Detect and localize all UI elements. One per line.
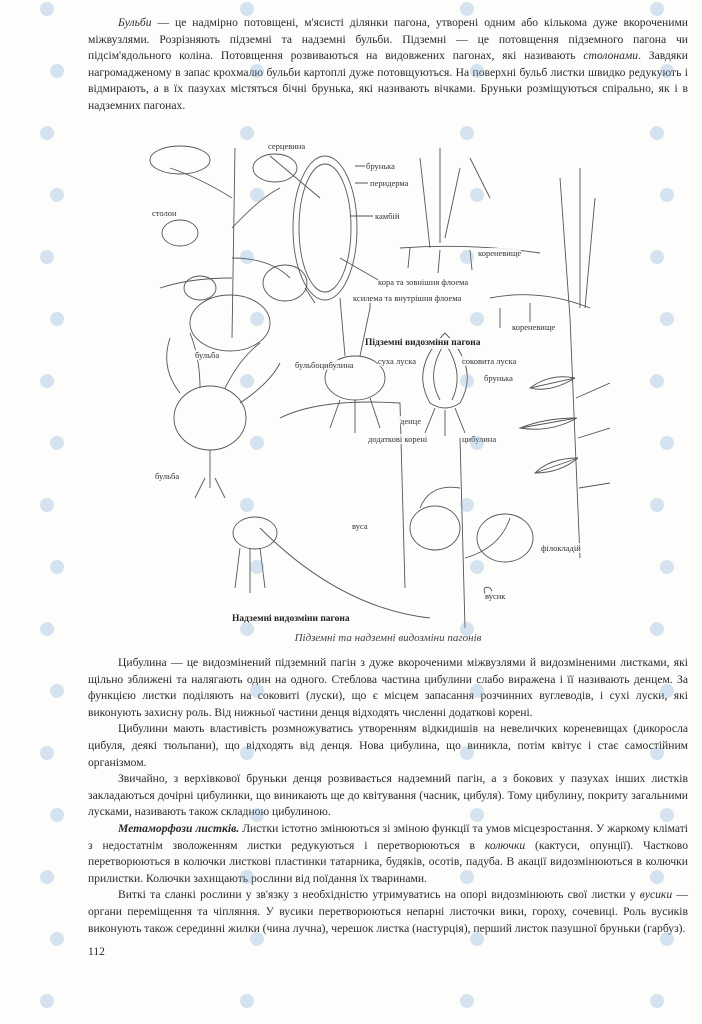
watermark-logo-icon bbox=[40, 870, 54, 889]
watermark-logo-icon bbox=[40, 994, 54, 1013]
paragraph-text: Виткі та сланкі рослини у зв'язку з необхідністю утримуватись на опорі видозмінюють свої листки у bbox=[118, 888, 640, 902]
label-brunka: брунька bbox=[484, 373, 513, 383]
watermark-logo-icon bbox=[50, 932, 64, 951]
label-vusa: вуса bbox=[352, 521, 368, 531]
term-metamorphoses: Метаморфози листків. bbox=[118, 821, 240, 835]
label-dodatkovi-koreni: додаткові корені bbox=[368, 434, 428, 444]
paragraph-text: Листки істотно змінюються зі зміною функції та умов місцезростання. У жаркому кліматі з недостатнім зволоженням листки редукуються і перетворюються в bbox=[88, 821, 688, 852]
onion-scales bbox=[425, 343, 465, 436]
paragraph: Цибулини мають властивість розмножуватись утворенням відкидишів на невеличких кореневищах (дикоросла цибуля, деякі тюльпани), що відходять від денця. Нова цибулина, що виникла, потім квітує і стає самостійним організмом. bbox=[88, 722, 688, 769]
potato-tuber bbox=[190, 295, 270, 351]
potato-stem bbox=[160, 148, 290, 338]
term-bulby: Бульби bbox=[118, 16, 152, 29]
watermark-logo-icon bbox=[240, 994, 254, 1013]
phylloclade-leaves bbox=[520, 377, 578, 473]
watermark-logo-icon bbox=[40, 746, 54, 765]
paragraph-text: . Завдяки нагромадженому в запас крохмалю бульби картоплі дуже потовщуються. На поверхні бульб листки швидко редукують і відмирають, а в їх пазухах містяться бічні брунька, які називають вічками. Бруньки розміщуються спірально, як і в надземних пагонах. bbox=[88, 49, 688, 112]
watermark-logo-icon bbox=[50, 188, 64, 207]
kohlrabi-leaves bbox=[167, 333, 280, 498]
label-filokladii: філокладій bbox=[541, 543, 581, 553]
label-korenevyshche: кореневище bbox=[478, 248, 522, 258]
watermark-logo-icon bbox=[40, 250, 54, 269]
label-bulbocybulyna: бульбоцибулина bbox=[295, 360, 354, 370]
strawberry-leaf bbox=[233, 517, 277, 549]
shoot-modifications-figure bbox=[140, 138, 610, 628]
label-bulba: бульба bbox=[195, 350, 220, 360]
potato-leaf bbox=[150, 146, 210, 174]
watermark-logo-icon bbox=[50, 436, 64, 455]
watermark-logo-icon bbox=[40, 126, 54, 145]
paragraph-text: — це надмірно потовщені, м'ясисті ділянки пагона, утворені одним або кількома дуже вкороченими міжвузлями. Розрізняють підземні та надземні бульби. Підземні — це потовщення підземного пагона чи підсім'ядольного коліна. Потовщення розвиваються на видовжених пагонах, які називають bbox=[88, 16, 688, 63]
label-cybulyna: цибулина bbox=[462, 434, 497, 444]
watermark-logo-icon bbox=[660, 560, 674, 579]
label-stolon: столон bbox=[152, 208, 177, 218]
watermark-logo-icon bbox=[40, 622, 54, 641]
term-vusyky: вусики bbox=[639, 888, 673, 902]
watermark-logo-icon bbox=[50, 64, 64, 83]
potato-tuber bbox=[263, 265, 307, 301]
term-stolony: столонами bbox=[583, 49, 639, 63]
paragraph: Цибулина — це видозмінений підземний пагін з дуже вкороченими міжвузлями й видозміненими листками, які щільно зближені та налягають один на одного. Стеблова частина цибулини слабо виражена і її називають денцем. За функцією листки поділяють на соковиті (луски), що є місцем запасання розчинних вуглеводів, і сухі луски, які виконують захисну роль. Від нижньої частини денця відходять численні додаткові корені. bbox=[88, 656, 688, 719]
label-dence: денце bbox=[400, 416, 421, 426]
watermark-logo-icon bbox=[650, 126, 664, 145]
watermark-logo-icon bbox=[50, 684, 64, 703]
label-kambii: камбій bbox=[375, 211, 400, 221]
paragraph-tendrils bbox=[88, 887, 688, 937]
figure-caption: Підземні та надземні видозміни пагонів bbox=[294, 632, 482, 644]
watermark-logo-icon bbox=[40, 374, 54, 393]
watermark-logo-icon bbox=[650, 994, 664, 1013]
watermark-logo-icon bbox=[650, 374, 664, 393]
page-number: 112 bbox=[88, 946, 105, 958]
tuber-section bbox=[293, 156, 357, 300]
term-kolyuchky: колючки bbox=[484, 838, 526, 852]
label-korenevyshche: кореневище bbox=[512, 322, 556, 332]
paragraph-text: — органи переміщення та чіпляння. У вусики перетворюються непарні листочки вики, гороху, сочевиці. Роль вусиків виконують також серединні жилки (чина лучна), черешок листка (настурція), перший листок пазушної бруньки (гарбуз). bbox=[88, 888, 688, 935]
watermark-logo-icon bbox=[650, 250, 664, 269]
underground-title: Підземні видозміни пагона bbox=[365, 338, 481, 348]
paragraph: Звичайно, з верхівкової бруньки денця розвивається надземний пагін, а з бокових у пазухах інших листків закладаються дочірні цибулинки, що виникають ще до квітування (часник, цибуля). Тому цибулину, покриту загальними лусками, називають також складною цибулиною. bbox=[88, 772, 688, 819]
watermark-logo-icon bbox=[650, 498, 664, 517]
cucumber-leaf bbox=[477, 514, 533, 562]
label-ksylema: ксилема та внутрішня флоема bbox=[353, 293, 462, 303]
paragraph-leaf-metamorphoses bbox=[88, 821, 688, 887]
watermark-logo-icon bbox=[660, 188, 674, 207]
strawberry-roots bbox=[235, 548, 265, 593]
cucumber-leaf bbox=[410, 506, 460, 550]
label-sukha-luska: суха луска bbox=[378, 356, 416, 366]
label-peryderma: перидерма bbox=[370, 178, 409, 188]
label-sokovyta-luska: соковита луска bbox=[462, 356, 517, 366]
intro-text bbox=[88, 15, 688, 115]
watermark-logo-icon bbox=[660, 436, 674, 455]
label-vusyk: вусик bbox=[485, 591, 506, 601]
watermark-logo-icon bbox=[50, 312, 64, 331]
phylloclade-stem bbox=[520, 318, 610, 558]
aboveground-title: Надземні видозміни пагона bbox=[232, 614, 350, 624]
tuber-section-inner bbox=[299, 164, 351, 292]
watermark-logo-icon bbox=[660, 312, 674, 331]
watermark-logo-icon bbox=[50, 808, 64, 827]
potato-leaf bbox=[253, 154, 297, 182]
label-bulba: бульба bbox=[155, 471, 180, 481]
label-sercevyna: серцевина bbox=[268, 141, 306, 151]
pointer-lines bbox=[270, 156, 380, 308]
main-text bbox=[88, 655, 688, 937]
watermark-logo-icon bbox=[50, 560, 64, 579]
label-kora: кора та зовнішня флоема bbox=[378, 277, 469, 287]
label-brunka: брунька bbox=[366, 161, 395, 171]
watermark-logo-icon bbox=[40, 2, 54, 21]
paragraph-bulby bbox=[88, 15, 688, 115]
watermark-logo-icon bbox=[460, 994, 474, 1013]
kohlrabi-tuber bbox=[174, 386, 246, 450]
paragraph-text: (кактуси, опунції). Частково перетворюються в колючки листкові пластинки татарника, будяків, осотів, падуба. В акації видозмінюються в колючки прилистки. Колючки захищають рослини від поїдання їх тваринами. bbox=[88, 838, 688, 885]
potato-leaf bbox=[162, 220, 198, 246]
watermark-logo-icon bbox=[40, 498, 54, 517]
